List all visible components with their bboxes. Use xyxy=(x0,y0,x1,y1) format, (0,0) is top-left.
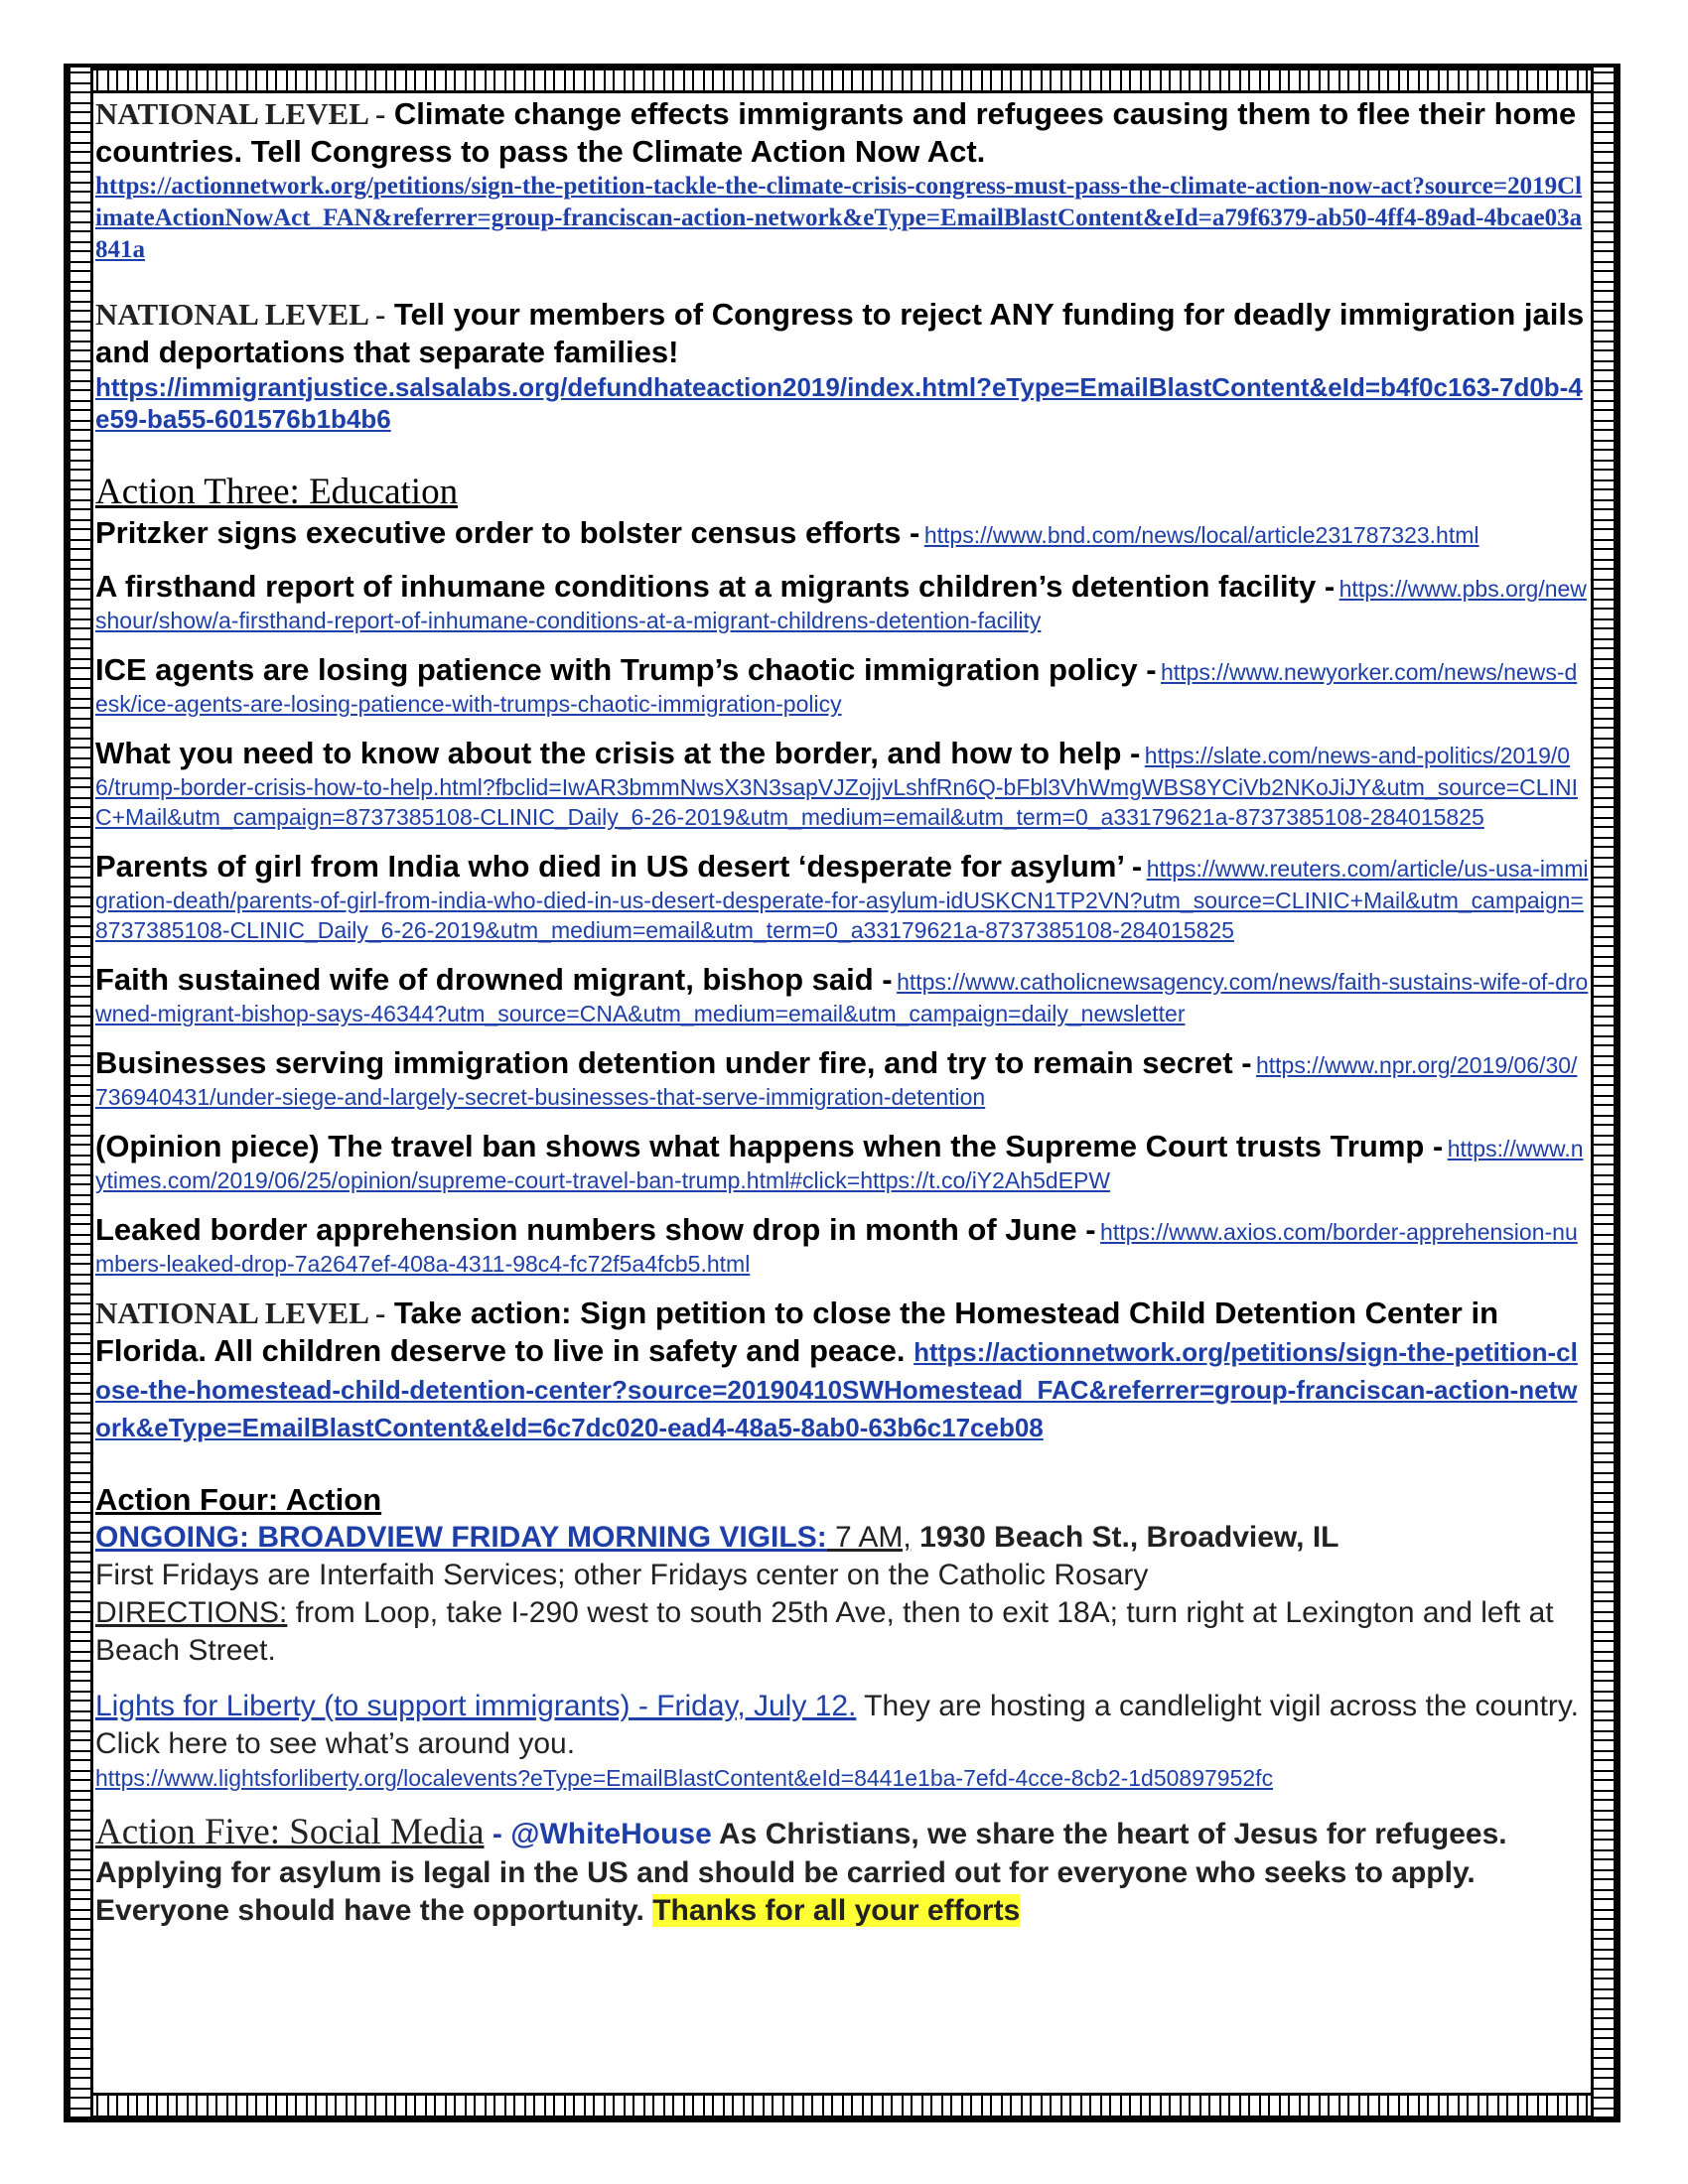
level-label: NATIONAL LEVEL - xyxy=(95,96,386,131)
article-link[interactable]: https://www.newyorker.com/news/news-desk/ice-agents-are-losing-patience-with-trumps-chaotic-immigration-policy xyxy=(95,659,1578,717)
section-action-five xyxy=(95,1811,1589,1930)
article-title: Parents of girl from India who died in US desert ‘desperate for asylum’ - xyxy=(95,849,1143,884)
news-list xyxy=(95,514,1589,1279)
article-title: (Opinion piece) The travel ban shows what happens when the Supreme Court trusts Trump - xyxy=(95,1129,1444,1163)
section-funding xyxy=(95,296,1589,435)
article-title: Leaked border apprehension numbers show drop in month of June - xyxy=(95,1212,1096,1247)
list-item xyxy=(95,961,1589,1028)
lights-url[interactable]: https://www.lightsforliberty.org/localevents?eType=EmailBlastContent&eId=8441e1ba-7efd-4cce-8cb2-1d50897952fc xyxy=(95,1765,1274,1791)
page-content xyxy=(95,95,1589,1930)
vigil-address: 1930 Beach St., Broadview, IL xyxy=(911,1521,1339,1554)
article-link[interactable]: https://www.axios.com/border-apprehension-numbers-leaked-drop-7a2647ef-408a-4311-98c4-fc72f5a4fcb5.html xyxy=(95,1219,1578,1277)
vigil-note: First Fridays are Interfaith Services; other Fridays center on the Catholic Rosary xyxy=(95,1559,1149,1591)
border-right xyxy=(1591,68,1617,2118)
article-title: Pritzker signs executive order to bolster census efforts - xyxy=(95,515,920,550)
article-title: A firsthand report of inhumane conditions at a migrants children’s detention facility - xyxy=(95,569,1336,604)
homestead-link[interactable]: https://actionnetwork.org/petitions/sign-the-petition-close-the-homestead-child-detention-center?source=20190410SWHomestead_FAC&referrer=group-franciscan-action-network&eType=EmailBlastContent&eId=6c7dc020-ead4-48a5-8ab0-63b6c17ceb08 xyxy=(95,1337,1578,1442)
section-action-four xyxy=(95,1481,1589,1793)
directions-text: from Loop, take I-290 west to south 25th Ave, then to exit 18A; turn right at Lexington and left at Beach Street. xyxy=(95,1596,1554,1667)
list-item xyxy=(95,1128,1589,1195)
vigil-time: 7 AM, xyxy=(826,1521,912,1554)
directions-label: DIRECTIONS: xyxy=(95,1596,288,1629)
article-title: What you need to know about the crisis at the border, and how to help - xyxy=(95,736,1141,770)
article-link[interactable]: https://www.nytimes.com/2019/06/25/opinion/supreme-court-travel-ban-trump.html#click=https://t.co/iY2Ah5dEPW xyxy=(95,1136,1584,1193)
list-item xyxy=(95,848,1589,945)
thanks-highlight: Thanks for all your efforts xyxy=(652,1894,1021,1927)
level-label: NATIONAL LEVEL - xyxy=(95,297,386,332)
article-title: Businesses serving immigration detention under fire, and try to remain secret - xyxy=(95,1045,1252,1080)
section-heading: Action Three: Education xyxy=(95,472,459,512)
section-text: Climate change effects immigrants and refugees causing them to flee their home countries. Tell Congress to pass the Climate Action Now Act. xyxy=(95,96,1577,169)
section-text: Take action: Sign petition to close the Homestead Child Detention Center in Florida. All children deserve to live in safety and peace. xyxy=(95,1296,1499,1368)
lights-link[interactable]: Lights for Liberty (to support immigrants) - Friday, July 12. xyxy=(95,1690,857,1722)
article-title: ICE agents are losing patience with Trump’s chaotic immigration policy - xyxy=(95,652,1157,687)
article-link[interactable]: https://www.bnd.com/news/local/article231787323.html xyxy=(923,522,1479,548)
section-action-three xyxy=(95,471,1589,1279)
article-link[interactable]: https://www.reuters.com/article/us-usa-immigration-death/parents-of-girl-from-india-who-died-in-us-desert-desperate-for-asylum-idUSKCN1TP2VN?utm_source=CLINIC+Mail&utm_campaign=8737385108-CLINIC_Daily_6-26-2019&utm_medium=email&utm_term=0_a33179621a-8737385108-284015825 xyxy=(95,856,1589,943)
section-climate xyxy=(95,95,1589,266)
section-homestead xyxy=(95,1295,1589,1445)
list-item xyxy=(95,651,1589,719)
section-heading: Action Five: Social Media xyxy=(95,1812,485,1852)
vigil-link[interactable]: ONGOING: BROADVIEW FRIDAY MORNING VIGILS: xyxy=(95,1521,827,1554)
social-text: As Christians, we share the heart of Jesus for refugees. Applying for asylum is legal in the US and should be carried out for everyone who seeks to apply. Everyone should have the opportunity. xyxy=(95,1818,1507,1927)
lights-text: They are hosting a candlelight vigil across the country. Click here to see what’s around you. xyxy=(95,1690,1580,1760)
twitter-handle[interactable]: - @WhiteHouse xyxy=(484,1818,712,1850)
border-bottom xyxy=(68,2093,1617,2118)
list-item xyxy=(95,1044,1589,1112)
article-link[interactable]: https://slate.com/news-and-politics/2019/06/trump-border-crisis-how-to-help.html?fbclid=IwAR3bmmNwsX3N3sapVJZojjvLshfRn6Q-bFbl3VhWmgWBS8YCiVb2NKoJiJY&utm_source=CLINIC+Mail&utm_campaign=8737385108-CLINIC_Daily_6-26-2019&utm_medium=email&utm_term=0_a33179621a-8737385108-284015825 xyxy=(95,743,1578,830)
border-left xyxy=(68,68,93,2118)
section-heading: Action Four: Action xyxy=(95,1482,382,1517)
article-link[interactable]: https://www.catholicnewsagency.com/news/faith-sustains-wife-of-drowned-migrant-bishop-says-46344?utm_source=CNA&utm_medium=email&utm_campaign=daily_newsletter xyxy=(95,969,1589,1026)
funding-link[interactable]: https://immigrantjustice.salsalabs.org/defundhateaction2019/index.html?eType=EmailBlastContent&eId=b4f0c163-7d0b-4e59-ba55-601576b1b4b6 xyxy=(95,372,1583,434)
list-item xyxy=(95,568,1589,635)
article-link[interactable]: https://www.pbs.org/newshour/show/a-firsthand-report-of-inhumane-conditions-at-a-migrant-childrens-detention-facility xyxy=(95,576,1587,633)
level-label: NATIONAL LEVEL - xyxy=(95,1296,386,1330)
climate-petition-link[interactable]: https://actionnetwork.org/petitions/sign-the-petition-tackle-the-climate-crisis-congress-must-pass-the-climate-action-now-act?source=2019ClimateActionNowAct_FAN&referrer=group-franciscan-action-network&eType=EmailBlastContent&eId=a79f6379-ab50-4ff4-89ad-4bcae03a841a xyxy=(95,173,1583,263)
article-link[interactable]: https://www.npr.org/2019/06/30/736940431/under-siege-and-largely-secret-businesses-that-serve-immigration-detention xyxy=(95,1052,1578,1110)
list-item xyxy=(95,735,1589,832)
border-top xyxy=(68,68,1617,93)
list-item xyxy=(95,1211,1589,1279)
section-text: Tell your members of Congress to reject ANY funding for deadly immigration jails and deportations that separate families! xyxy=(95,297,1585,369)
article-title: Faith sustained wife of drowned migrant, bishop said - xyxy=(95,962,893,997)
list-item xyxy=(95,514,1589,552)
